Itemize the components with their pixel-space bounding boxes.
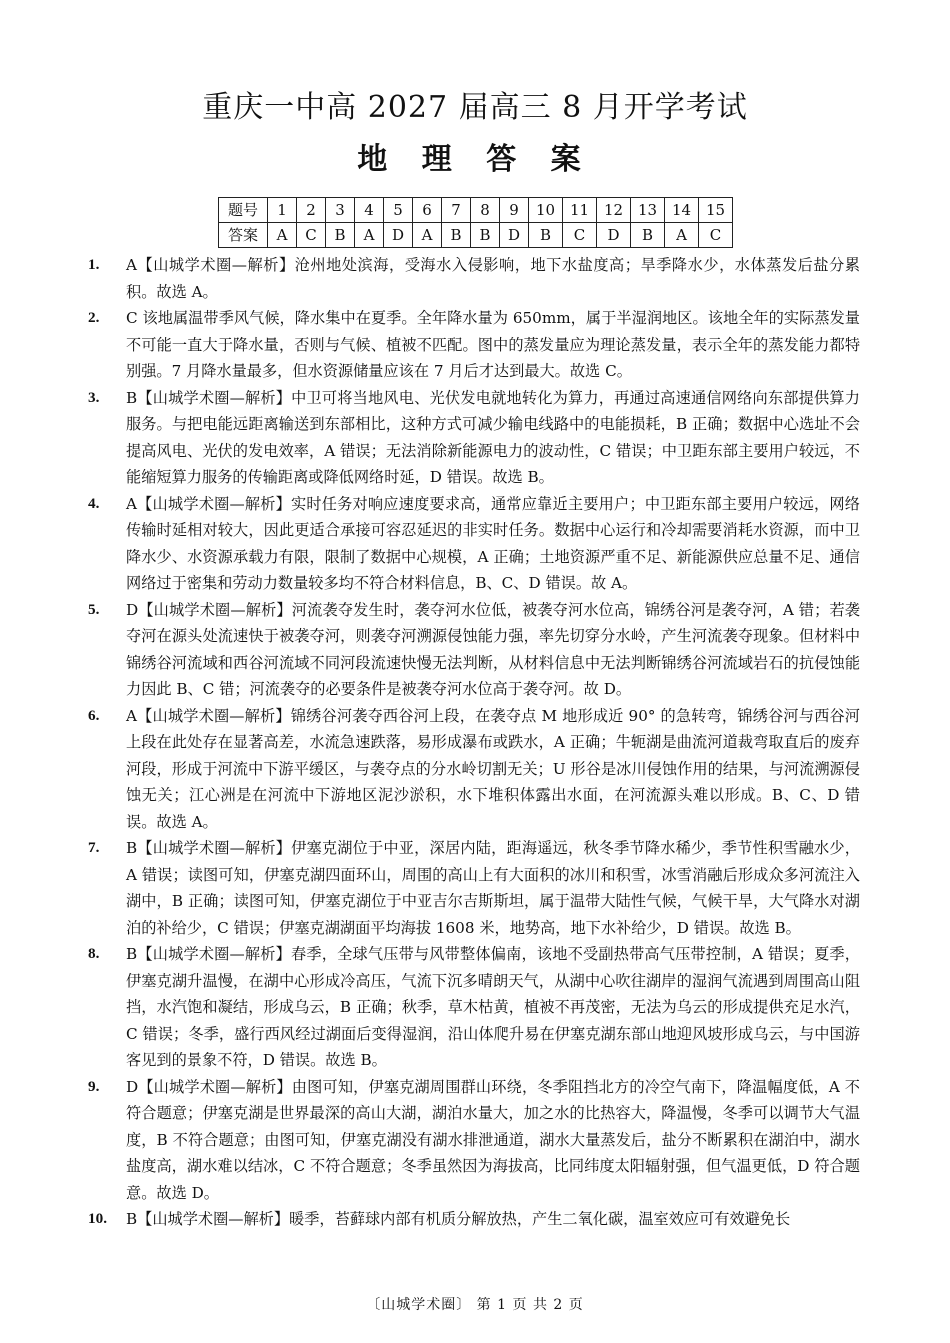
answer-cell: D (500, 223, 529, 248)
explanation-item (88, 703, 860, 836)
item-number: 7. (88, 839, 100, 856)
item-number: 5. (88, 600, 100, 618)
answer-cell: D (597, 223, 631, 248)
answer-row (219, 223, 733, 248)
item-number: 9. (88, 1077, 100, 1095)
question-number-cell: 3 (326, 198, 355, 223)
item-number: 8. (88, 945, 100, 962)
question-number-cell: 9 (500, 198, 529, 223)
explanation-item (88, 1074, 860, 1207)
row-label-answer: 答案 (219, 223, 268, 248)
answer-cell: C (699, 223, 733, 248)
explanation-item (88, 597, 860, 703)
item-number: 1. (88, 256, 100, 273)
explanation-item (88, 835, 860, 941)
explanation-item (88, 491, 860, 597)
answer-cell: A (665, 223, 699, 248)
answer-cell: A (268, 223, 297, 248)
explanation-item (88, 385, 860, 491)
page-footer: 〔山城学术圈〕 第 1 页 共 2 页 (366, 1297, 584, 1313)
answer-cell: C (563, 223, 597, 248)
question-number-cell: 8 (471, 198, 500, 223)
row-label-question: 题号 (219, 198, 268, 223)
item-text: B【山城学术圈—解析】春季，全球气压带与风带整体偏南，该地不受副热带高气压带控制，A 错误；夏季，伊塞克湖升温慢，在湖中心形成冷高压，气流下沉多晴朗天气，从湖中心吹往湖岸的湿润气流遇到周围高山阻挡，水汽饱和凝结，形成乌云，B 正确；秋季，草木枯黄，植被不再茂密，无法为乌云的形成提供充足水汽，C 错误；冬季，盛行西风经过湖面后变得湿润，沿山体爬升易在伊塞克湖东部山地迎风坡形成乌云，与中国游客见到的景象不符，D 错误。故选 B。 (126, 945, 860, 1069)
question-number-cell: 2 (297, 198, 326, 223)
item-text: C 该地属温带季风气候，降水集中在夏季。全年降水量为 650mm，属于半湿润地区。该地全年的实际蒸发量不可能一直大于降水量，否则与气候、植被不匹配。图中的蒸发量应为理论蒸发量，表示全年的蒸发能力都特别强。7 月降水量最多，但水资源储量应该在 7 月后才达到最大。故选 C。 (126, 309, 860, 380)
item-text: B【山城学术圈—解析】伊塞克湖位于中亚，深居内陆，距海遥远，秋冬季节降水稀少，季节性积雪融水少，A 错误；读图可知，伊塞克湖四面环山，周围的高山上有大面积的冰川和积雪，冰雪消融后形成众多河流注入湖中，B 正确；读图可知，伊塞克湖位于中亚吉尔吉斯斯坦，属于温带大陆性气候，气候干旱，大气降水对湖泊的补给少，C 错误；伊塞克湖湖面平均海拔 1608 米，地势高，地下水补给少，D 错误。故选 B。 (126, 839, 860, 937)
answer-cell: A (413, 223, 442, 248)
explanation-item (88, 252, 860, 305)
question-number-cell: 15 (699, 198, 733, 223)
question-number-cell: 7 (442, 198, 471, 223)
question-number-cell: 10 (529, 198, 563, 223)
item-number: 4. (88, 494, 100, 512)
item-text: A【山城学术圈—解析】锦绣谷河袭夺西谷河上段，在袭夺点 M 地形成近 90° 的急转弯，锦绣谷河与西谷河上段在此处存在显著高差，水流急速跌落，易形成瀑布或跌水，A 正确；牛轭湖是曲流河道裁弯取直后的废弃河段，形成于河流中下游平缓区，与袭夺点的分水岭切割无关；U 形谷是冰川侵蚀作用的结果，与河流溯源侵蚀无关；江心洲是在河流中下游地区泥沙淤积，水下堆积体露出水面，在河流源头难以形成。B、C、D 错误。故选 A。 (126, 706, 860, 831)
item-text: D【山城学术圈—解析】河流袭夺发生时，袭夺河水位低，被袭夺河水位高，锦绣谷河是袭夺河，A 错；若袭夺河在源头处流速快于被袭夺河，则袭夺河溯源侵蚀能力强，率先切穿分水岭，产生河流袭夺现象。但材料中锦绣谷河流域和西谷河流域不同河段流速快慢无法判断，从材料信息中无法判断锦绣谷河流域岩石的抗侵蚀能力因此 B、C 错；河流袭夺的必要条件是被袭夺河水位高于袭夺河。故 D。 (126, 600, 860, 698)
question-number-cell: 5 (384, 198, 413, 223)
item-number: 2. (88, 309, 100, 326)
explanation-item (88, 941, 860, 1074)
explanations-list (88, 252, 860, 1233)
explanation-item (88, 305, 860, 385)
question-number-cell: 1 (268, 198, 297, 223)
item-text: B【山城学术圈—解析】中卫可将当地风电、光伏发电就地转化为算力，再通过高速通信网络向东部提供算力服务。与把电能远距离输送到东部相比，这种方式可减少输电线路中的电能损耗，B 正确；数据中心选址不会提高风电、光伏的发电效率，A 错误；无法消除新能源电力的波动性，C 错误；中卫距东部主要用户较远，不能缩短算力服务的传输距离或降低网络时延，D 错误。故选 B。 (126, 388, 860, 486)
item-number: 3. (88, 388, 100, 406)
answer-cell: D (384, 223, 413, 248)
page-subtitle: 地 理 答 案 (357, 142, 593, 177)
item-text: B【山城学术圈—解析】暖季，苔藓球内部有机质分解放热，产生二氧化碳，温室效应可有效避免长 (126, 1210, 791, 1228)
question-number-row (219, 198, 733, 223)
answer-cell: A (355, 223, 384, 248)
item-number: 6. (88, 706, 100, 724)
answer-cell: B (442, 223, 471, 248)
question-number-cell: 11 (563, 198, 597, 223)
answer-cell: C (297, 223, 326, 248)
item-text: A【山城学术圈—解析】沧州地处滨海，受海水入侵影响，地下水盐度高；旱季降水少，水体蒸发后盐分累积。故选 A。 (126, 256, 860, 301)
answer-table (218, 197, 733, 248)
item-text: D【山城学术圈—解析】由图可知，伊塞克湖周围群山环绕，冬季阻挡北方的冷空气南下，降温幅度低，A 不符合题意；伊塞克湖是世界最深的高山大湖，湖泊水量大，加之水的比热容大，降温慢，冬季可以调节大气温度，B 不符合题意；由图可知，伊塞克湖没有湖水排泄通道，湖水大量蒸发后，盐分不断累积在湖泊中，湖水盐度高，湖水难以结冰，C 不符合题意；冬季虽然因为海拔高，比同纬度太阳辐射强，但气温更低，D 符合题意。故选 D。 (126, 1077, 860, 1202)
item-number: 10. (88, 1210, 107, 1227)
question-number-cell: 4 (355, 198, 384, 223)
answer-cell: B (529, 223, 563, 248)
question-number-cell: 12 (597, 198, 631, 223)
answer-cell: B (631, 223, 665, 248)
page-title: 重庆一中高 2027 届高三 8 月开学考试 (202, 90, 748, 125)
answer-cell: B (471, 223, 500, 248)
answer-cell: B (326, 223, 355, 248)
question-number-cell: 14 (665, 198, 699, 223)
explanation-item (88, 1206, 860, 1233)
question-number-cell: 13 (631, 198, 665, 223)
item-text: A【山城学术圈—解析】实时任务对响应速度要求高，通常应靠近主要用户；中卫距东部主要用户较远，网络传输时延相对较大，因此更适合承接可容忍延迟的非实时任务。数据中心运行和冷却需要消耗水资源，而中卫降水少、水资源承载力有限，限制了数据中心规模，A 正确；土地资源严重不足、新能源供应总量不足、通信网络过于密集和劳动力数量较多均不符合材料信息，B、C、D 错误。故 A。 (126, 494, 860, 592)
question-number-cell: 6 (413, 198, 442, 223)
